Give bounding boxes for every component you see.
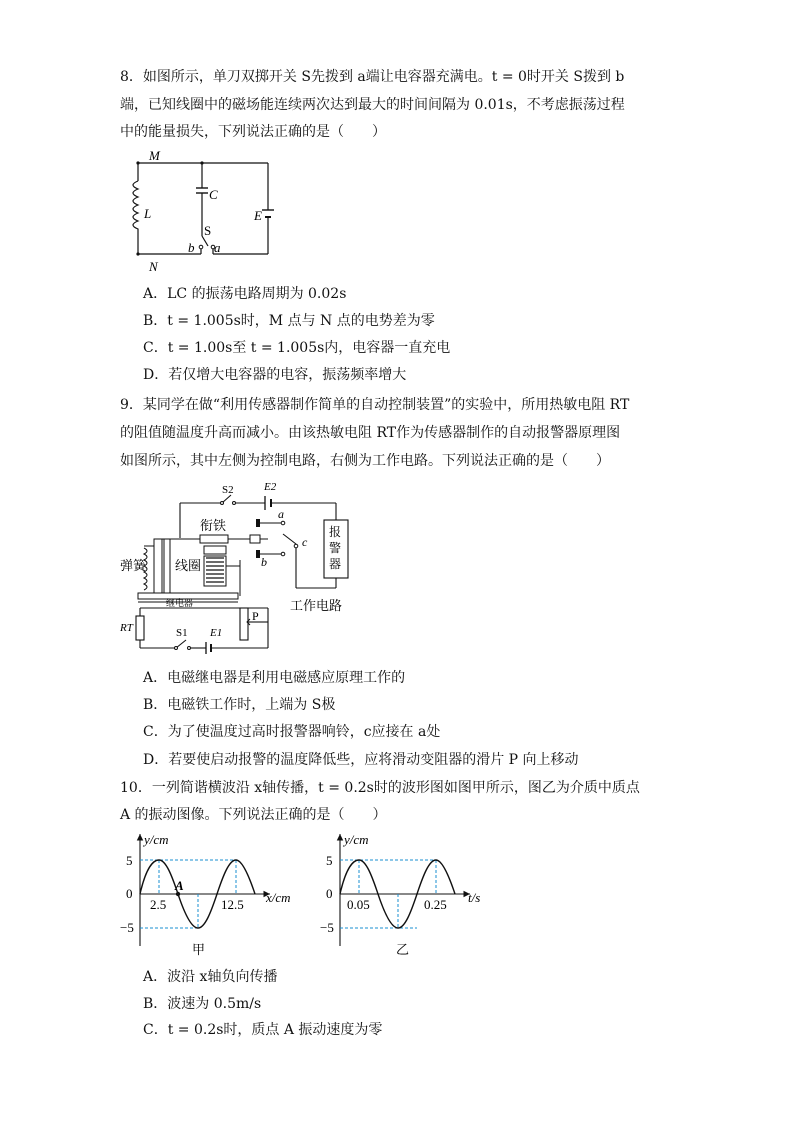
q10-line-1: 10．一列简谐横波沿 x轴传播，t = 0.2s时的波形图如图甲所示，图乙为介质中质点 xyxy=(120,780,640,796)
graph-a-ytick-0: 0 xyxy=(126,886,133,901)
alarm-char-3: 器 xyxy=(329,557,342,571)
label-work-circuit: 工作电路 xyxy=(290,598,343,613)
q9-alarm-circuit-figure xyxy=(118,476,380,654)
q9-option-d: D．若要使启动报警的温度降低些，应将滑动变阻器的滑片 P 向上移动 xyxy=(143,752,579,768)
q9-option-c: C．为了使温度过高时报警器响铃，c应接在 a处 xyxy=(143,724,441,740)
q10-option-b: B．波速为 0.5m/s xyxy=(143,996,262,1012)
label-s2: S2 xyxy=(222,484,234,496)
label-C: C xyxy=(209,187,218,202)
q8-lc-circuit-figure xyxy=(118,146,278,274)
q8-line-2: 端，已知线圈中的磁场能连续两次达到最大的时间间隔为 0.01s，不考虑振荡过程 xyxy=(120,97,625,113)
q8-option-b: B．t = 1.005s时，M 点与 N 点的电势差为零 xyxy=(143,313,435,329)
q9-line-3: 如图所示，其中左侧为控制电路，右侧为工作电路。下列说法正确的是（ ） xyxy=(120,453,610,469)
q10-wave-graph-a xyxy=(120,828,310,960)
label-e2: E2 xyxy=(264,481,277,493)
q10-vibration-graph-b xyxy=(320,828,500,960)
label-p: P xyxy=(252,609,259,623)
label-L: L xyxy=(144,206,152,221)
graph-a-xlabel: x/cm xyxy=(266,890,291,905)
graph-b-xtick-0.05: 0.05 xyxy=(347,897,370,912)
graph-b-ytick-0: 0 xyxy=(326,886,333,901)
label-relay: 继电器 xyxy=(166,598,194,608)
alarm-char-2: 警 xyxy=(329,541,342,555)
q9-line-2: 的阻值随温度升高而减小。由该热敏电阻 RT作为传感器制作的自动报警器原理图 xyxy=(120,425,621,441)
graph-a-ytick-5: 5 xyxy=(126,853,133,868)
label-coil: 线圈 xyxy=(175,558,202,573)
label-armature: 衔铁 xyxy=(200,518,227,533)
q8-line-3: 中的能量损失，下列说法正确的是（ ） xyxy=(120,124,386,140)
q9-line-1: 9．某同学在做“利用传感器制作简单的自动控制装置”的实验中，所用热敏电阻 RT xyxy=(120,397,630,413)
graph-a-caption: 甲 xyxy=(192,942,206,957)
label-contact-b: b xyxy=(261,555,267,569)
q10-option-a: A．波沿 x轴负向传播 xyxy=(143,969,278,985)
label-N: N xyxy=(149,259,158,274)
label-spring: 弹簧 xyxy=(120,558,147,573)
q10-option-c: C．t = 0.2s时，质点 A 振动速度为零 xyxy=(143,1022,383,1038)
graph-a-xtick-12.5: 12.5 xyxy=(221,897,244,912)
graph-b-ylabel: y/cm xyxy=(344,832,369,847)
graph-a-xtick-2.5: 2.5 xyxy=(150,897,167,912)
graph-a-ylabel: y/cm xyxy=(144,832,169,847)
q8-option-c: C．t = 1.00s至 t = 1.005s内，电容器一直充电 xyxy=(143,340,451,356)
q9-option-b: B．电磁铁工作时，上端为 S极 xyxy=(143,697,336,713)
graph-b-ytick-5: 5 xyxy=(326,853,333,868)
q8-line-1: 8．如图所示，单刀双掷开关 S先拨到 a端让电容器充满电。t = 0时开关 S拨到 b xyxy=(120,69,625,85)
q9-option-a: A．电磁继电器是利用电磁感应原理工作的 xyxy=(143,670,406,686)
label-S: S xyxy=(204,223,212,238)
label-rt: RT xyxy=(120,622,133,634)
q8-option-d: D．若仅增大电容器的电容，振荡频率增大 xyxy=(143,367,407,383)
q10-line-2: A 的振动图像。下列说法正确的是（ ） xyxy=(120,807,387,823)
graph-b-caption: 乙 xyxy=(396,942,410,957)
label-e1: E1 xyxy=(210,627,223,639)
graph-b-ytick-neg5: −5 xyxy=(320,920,334,935)
label-s1: S1 xyxy=(176,627,188,639)
graph-b-xtick-0.25: 0.25 xyxy=(424,897,447,912)
label-a: a xyxy=(214,240,221,255)
label-contact-c: c xyxy=(302,535,308,549)
alarm-char-1: 报 xyxy=(329,525,342,539)
label-M: M xyxy=(149,148,160,163)
label-E: E xyxy=(254,208,262,223)
label-b: b xyxy=(188,240,195,255)
label-contact-a: a xyxy=(278,507,284,521)
graph-a-point-a: A xyxy=(175,878,184,893)
graph-b-xlabel: t/s xyxy=(468,890,481,905)
q8-option-a: A．LC 的振荡电路周期为 0.02s xyxy=(143,286,347,302)
graph-a-ytick-neg5: −5 xyxy=(120,920,134,935)
